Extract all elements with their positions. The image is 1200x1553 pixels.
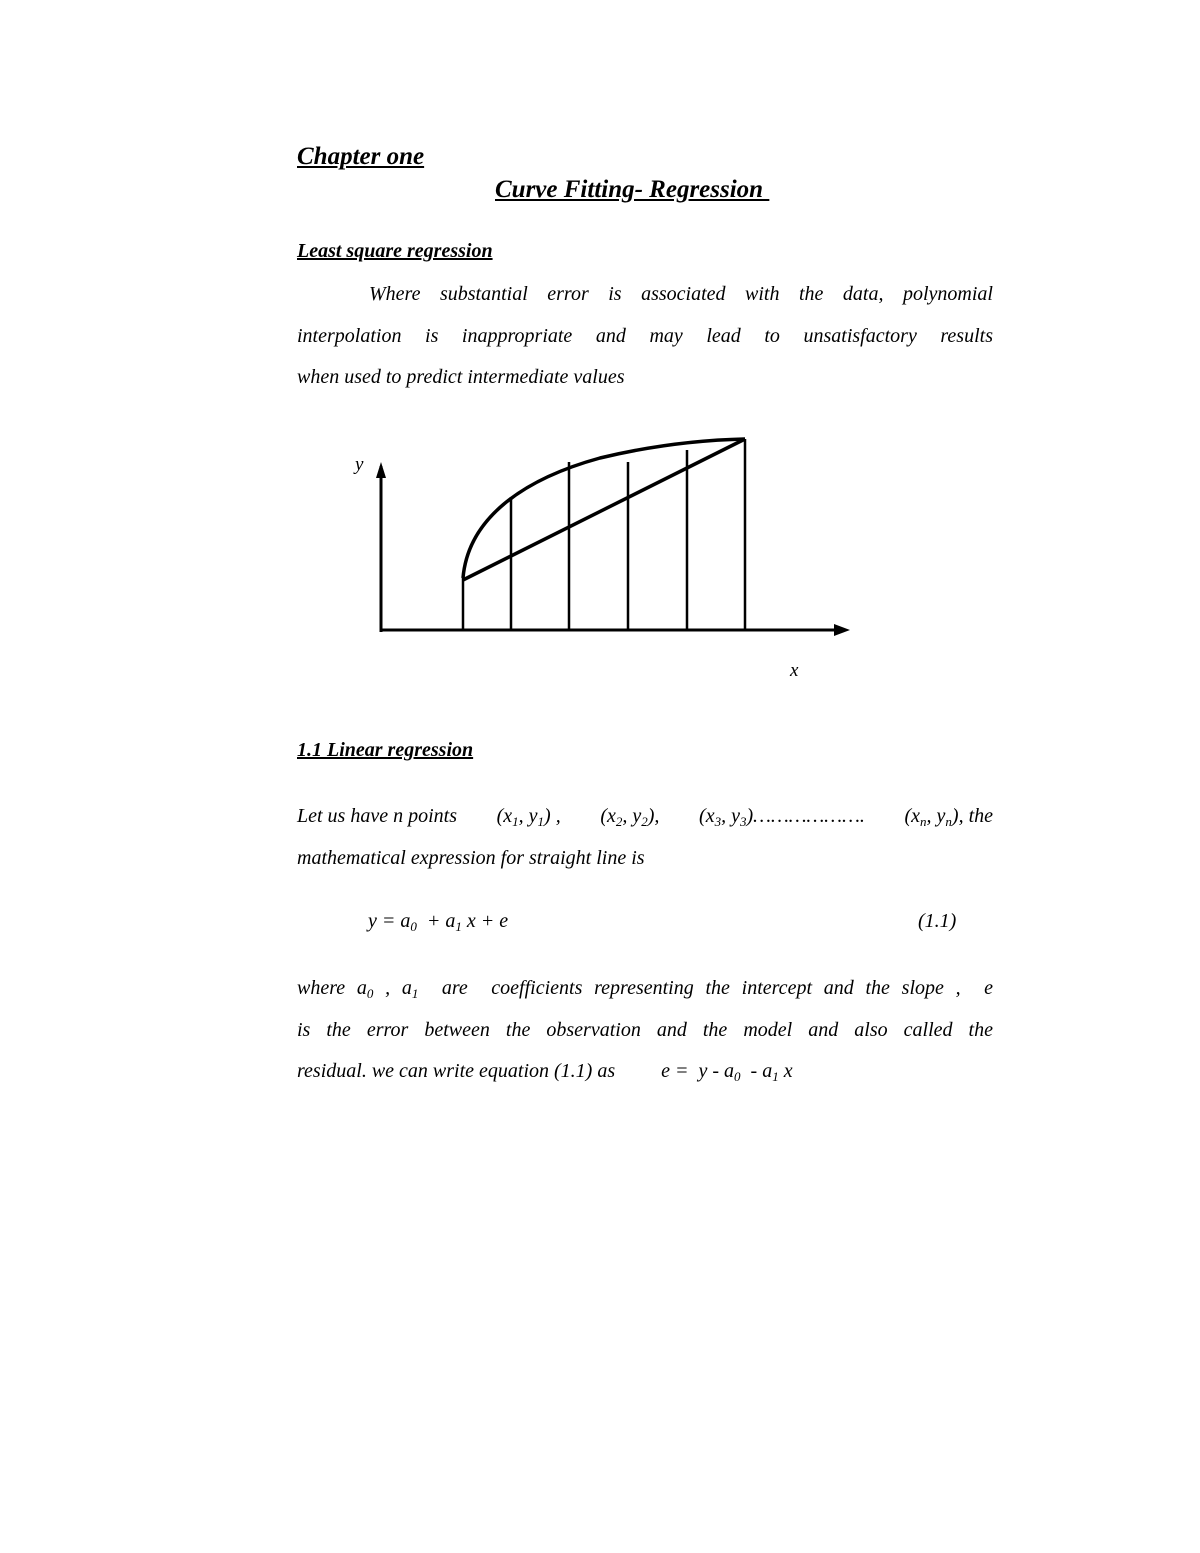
where-line3-text: residual. we can write equation (1.1) as xyxy=(297,1060,616,1082)
point-2: ($x_2$, $y_2$), xyxy=(600,805,660,829)
y-axis-label: y xyxy=(355,454,364,475)
equation-number: (1.1) xyxy=(918,910,957,932)
where-paragraph xyxy=(297,968,993,1093)
x-axis-arrow-icon xyxy=(834,624,850,636)
paragraph-line: when used to predict intermediate values xyxy=(297,366,625,388)
paragraph-line xyxy=(297,1051,993,1093)
page-title: Curve Fitting- Regression xyxy=(495,176,770,203)
paragraph-line: where $a_0$ , $a_1$ are coefficients representing the intercept and the slope , e xyxy=(297,977,994,1001)
y-axis-arrow-icon xyxy=(376,462,386,478)
paragraph-line: is the error between the observation and the model and also called the xyxy=(297,1018,993,1041)
least-square-heading: Least square regression xyxy=(297,240,493,262)
regression-line xyxy=(463,439,745,580)
points-paragraph xyxy=(297,796,993,879)
equation-1-1: $y = a_0 + a_1$ x + e xyxy=(368,910,509,934)
chapter-heading: Chapter one xyxy=(297,143,425,170)
point-1: ($x_1$, $y_1$) , xyxy=(496,805,561,829)
x-axis-label: x xyxy=(790,660,799,681)
paragraph-text: Where substantial error is associated with the data, polynomial xyxy=(369,283,993,305)
paragraph-line xyxy=(297,796,993,838)
regression-figure xyxy=(0,0,1200,720)
point-3: ($x_3$, $y_3)\dots\dots\dots\dots\dots\dots$. xyxy=(699,805,865,829)
residual-equation: $e = y - a_0 - a_1$ x xyxy=(661,1060,793,1084)
linear-regression-heading: 1.1 Linear regression xyxy=(297,739,474,761)
ellipsis: ………………. xyxy=(753,805,865,827)
paragraph-line: interpolation is inappropriate and may lead to unsatisfactory results xyxy=(297,324,993,347)
point-n: ($x_n$, $y_n$), the xyxy=(904,805,993,829)
points-intro: Let us have n points xyxy=(297,805,457,827)
paragraph-line: mathematical expression for straight line is xyxy=(297,846,645,869)
